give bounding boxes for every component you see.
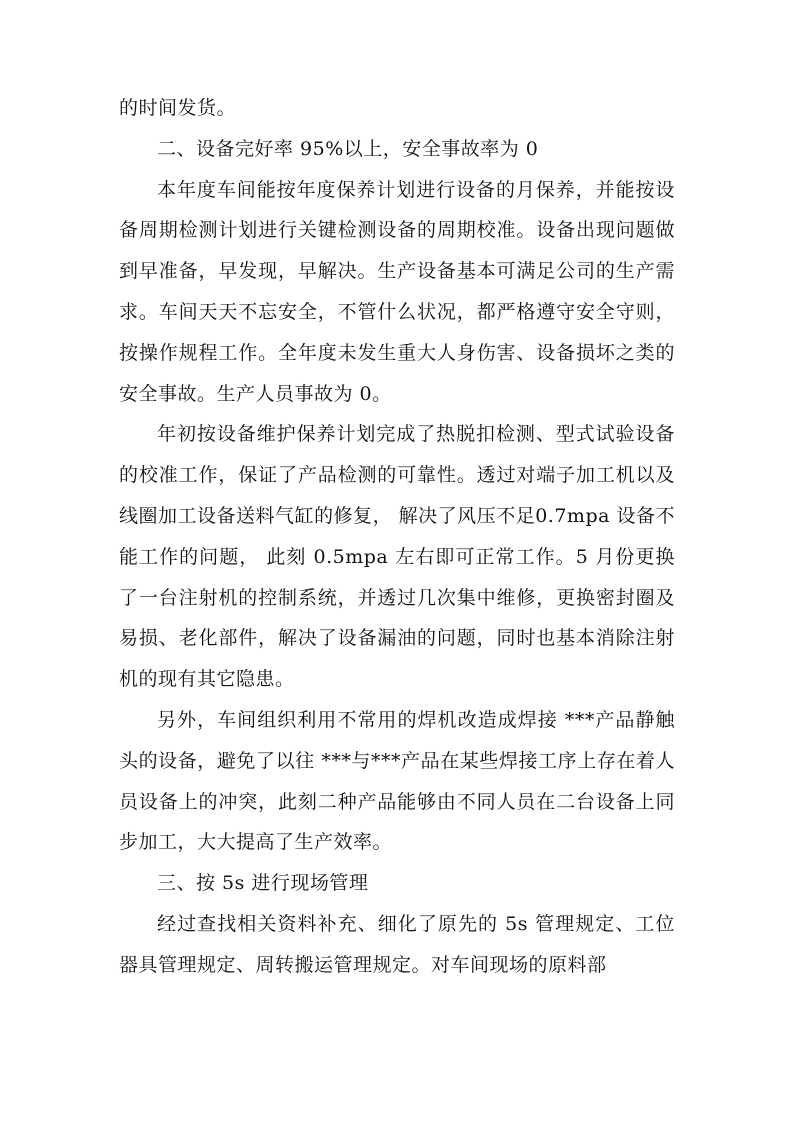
section-heading-5s: 三、按 5s 进行现场管理 <box>157 872 369 895</box>
paragraph-welding: 另外，车间组织利用不常用的焊机改造成焊接 ***产品静触头的设备，避免了以往 ***与***产品在某些焊接工序上存在着人员设备上的冲突，此刻二种产品能够由不同人员在二台设备上同步加工，大大提高了生产效率。 <box>119 708 675 854</box>
document-body <box>119 88 675 986</box>
paragraph-5s-management: 经过查找相关资料补充、细化了原先的 5s 管理规定、工位器具管理规定、周转搬运管理规定。对车间现场的原料部 <box>119 912 675 976</box>
paragraph-continuation: 的时间发货。 <box>119 97 237 119</box>
section-heading-equipment: 二、设备完好率 95%以上，安全事故率为 0 <box>157 137 539 160</box>
paragraph-maintenance: 本年度车间能按年度保养计划进行设备的月保养，并能按设备周期检测计划进行关键检测设备的周期校准。设备出现问题做到早准备，早发现，早解决。生产设备基本可满足公司的生产需求。车间天天不忘安全，不管什么状况，都严格遵守安全守则，按操作规程工作。全年度未发生重大人身伤害、设备损坏之类的安全事故。生产人员事故为 0。 <box>119 178 675 405</box>
paragraph-calibration: 年初按设备维护保养计划完成了热脱扣检测、型式试验设备的校准工作，保证了产品检测的可靠性。透过对端子加工机以及线圈加工设备送料气缸的修复， 解决了风压不足0.7mpa 设备不能工作的问题， 此刻 0.5mpa 左右即可正常工作。5 月份更换了一台注射机的控制系统，并透过几次集中维修，更换密封圈及易损、老化部件，解决了设备漏油的问题，同时也基本消除注射机的现有其它隐患。 <box>119 423 675 691</box>
